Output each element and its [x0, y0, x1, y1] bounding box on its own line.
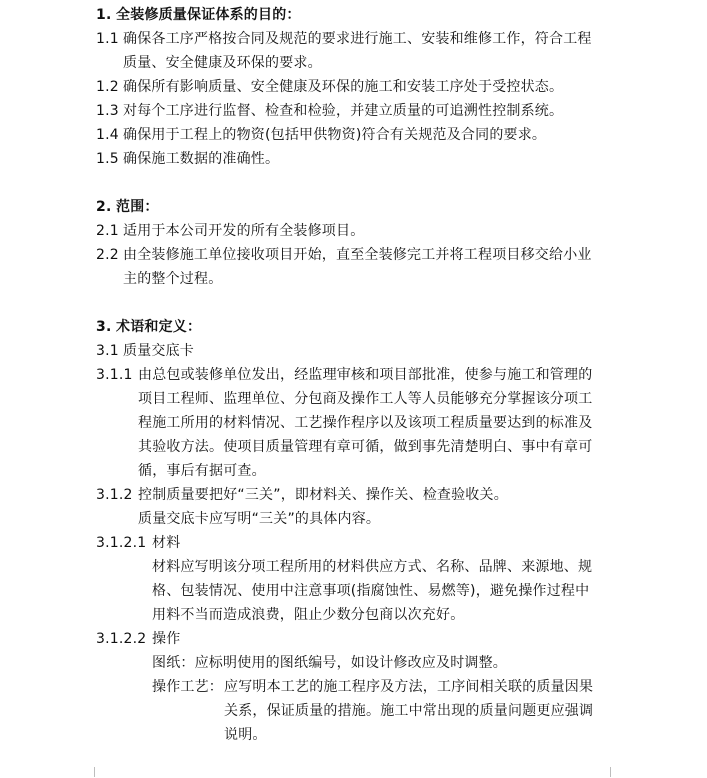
- item-1-1: 1.1 确保各工序严格按合同及规范的要求进行施工、安装和维修工作，符合工程: [96, 31, 592, 47]
- item-3-1-1-line-4: 其验收方法。使项目质量管理有章可循，做到事先清楚明白、事中有章可: [138, 439, 593, 455]
- item-craft-line-2: 关系，保证质量的措施。施工中常出现的质量问题更应强调: [224, 703, 594, 719]
- page-corner-mark-left: [72, 767, 95, 777]
- item-3-1-2-1-line-2: 格、包装情况、使用中注意事项(指腐蚀性、易燃等)，避免操作过程中: [152, 583, 590, 599]
- section-3-heading: 3. 术语和定义：: [96, 319, 202, 335]
- section-1-heading: 1. 全装修质量保证体系的目的：: [96, 7, 301, 23]
- item-3-1-2-2: 3.1.2.2 操作: [96, 631, 181, 647]
- item-3-1-2: 3.1.2 控制质量要把好“三关”，即材料关、操作关、检查验收关。: [96, 487, 508, 503]
- item-2-2: 2.2 由全装修施工单位接收项目开始，直至全装修完工并将工程项目移交给小业: [96, 247, 592, 263]
- item-3-1-1-line-3: 程施工所用的材料情况、工艺操作程序以及该项工程质量要达到的标准及: [138, 415, 593, 431]
- item-3-1-1-line-5: 循，事后有据可查。: [138, 463, 266, 479]
- item-3-1-2-line-2: 质量交底卡应写明“三关”的具体内容。: [138, 511, 381, 527]
- item-3-1-2-1-line-3: 用料不当而造成浪费，阻止少数分包商以次充好。: [152, 607, 465, 623]
- item-3-1: 3.1 质量交底卡: [96, 343, 194, 359]
- item-1-5: 1.5 确保施工数据的准确性。: [96, 151, 280, 167]
- item-3-1-2-1: 3.1.2.1 材料: [96, 535, 181, 551]
- page-corner-mark-right: [610, 767, 633, 777]
- item-drawing: 图纸：应标明使用的图纸编号，如设计修改应及时调整。: [152, 655, 507, 671]
- item-3-1-1-line-2: 项目工程师、监理单位、分包商及操作工人等人员能够充分掌握该分项工: [138, 391, 593, 407]
- item-1-1-cont: 质量、安全健康及环保的要求。: [123, 55, 322, 71]
- item-1-2: 1.2 确保所有影响质量、安全健康及环保的施工和安装工序处于受控状态。: [96, 79, 564, 95]
- item-3-1-2-1-line-1: 材料应写明该分项工程所用的材料供应方式、名称、品牌、来源地、规: [152, 559, 593, 575]
- item-2-1: 2.1 适用于本公司开发的所有全装修项目。: [96, 223, 365, 239]
- item-3-1-1: 3.1.1 由总包或装修单位发出，经监理审核和项目部批准，使参与施工和管理的: [96, 367, 593, 383]
- item-craft-line-3: 说明。: [224, 727, 267, 743]
- item-2-2-cont: 主的整个过程。: [123, 271, 223, 287]
- item-1-4: 1.4 确保用于工程上的物资(包括甲供物资)符合有关规范及合同的要求。: [96, 127, 547, 143]
- section-2-heading: 2. 范围：: [96, 199, 159, 215]
- item-craft: 操作工艺：应写明本工艺的施工程序及方法，工序间相关联的质量因果: [152, 679, 594, 695]
- item-1-3: 1.3 对每个工序进行监督、检查和检验，并建立质量的可追溯性控制系统。: [96, 103, 564, 119]
